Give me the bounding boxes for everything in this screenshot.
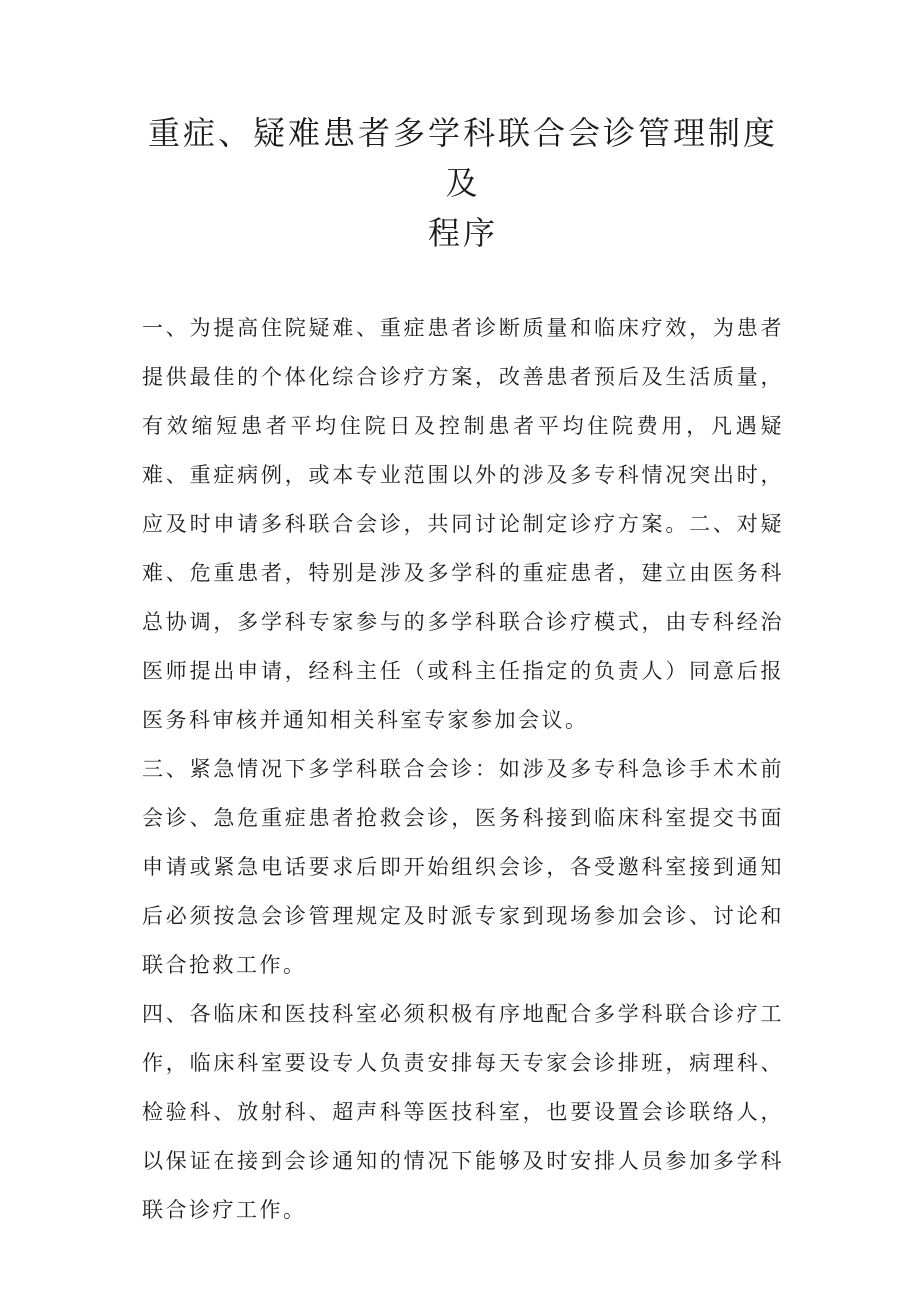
paragraph-3: 四、各临床和医技科室必须积极有序地配合多学科联合诊疗工作，临床科室要设专人负责安排每天专家会诊排班，病理科、检验科、放射科、超声科等医技科室，也要设置会诊联络人，以保证在接到会诊通知的情况下能够及时安排人员参加多学科联合诊疗工作。 [142,1002,784,1222]
document-title-line-1: 重症、疑难患者多学科联合会诊管理制度及 [147,114,778,202]
paragraph-1: 一、为提高住院疑难、重症患者诊断质量和临床疗效，为患者提供最佳的个体化综合诊疗方案，改善患者预后及生活质量，有效缩短患者平均住院日及控制患者平均住院费用，凡遇疑难、重症病例，或本专业范围以外的涉及多专科情况突出时，应及时申请多科联合会诊，共同讨论制定诊疗方案。二、对疑难、危重患者，特别是涉及多学科的重症患者，建立由医务科总协调，多学科专家参与的多学科联合诊疗模式，由专科经治医师提出申请，经科主任（或科主任指定的负责人）同意后报医务科审核并通知相关科室专家参加会议。 [142,316,784,732]
document-body [142,304,784,1235]
document-title-line-2: 程序 [427,214,498,252]
document-title [142,108,784,258]
paragraph-2: 三、紧急情况下多学科联合会诊：如涉及多专科急诊手术术前会诊、急危重症患者抢救会诊，医务科接到临床科室提交书面申请或紧急电话要求后即开始组织会诊，各受邀科室接到通知后必须按急会诊管理规定及时派专家到现场参加会诊、讨论和联合抢救工作。 [142,757,784,977]
